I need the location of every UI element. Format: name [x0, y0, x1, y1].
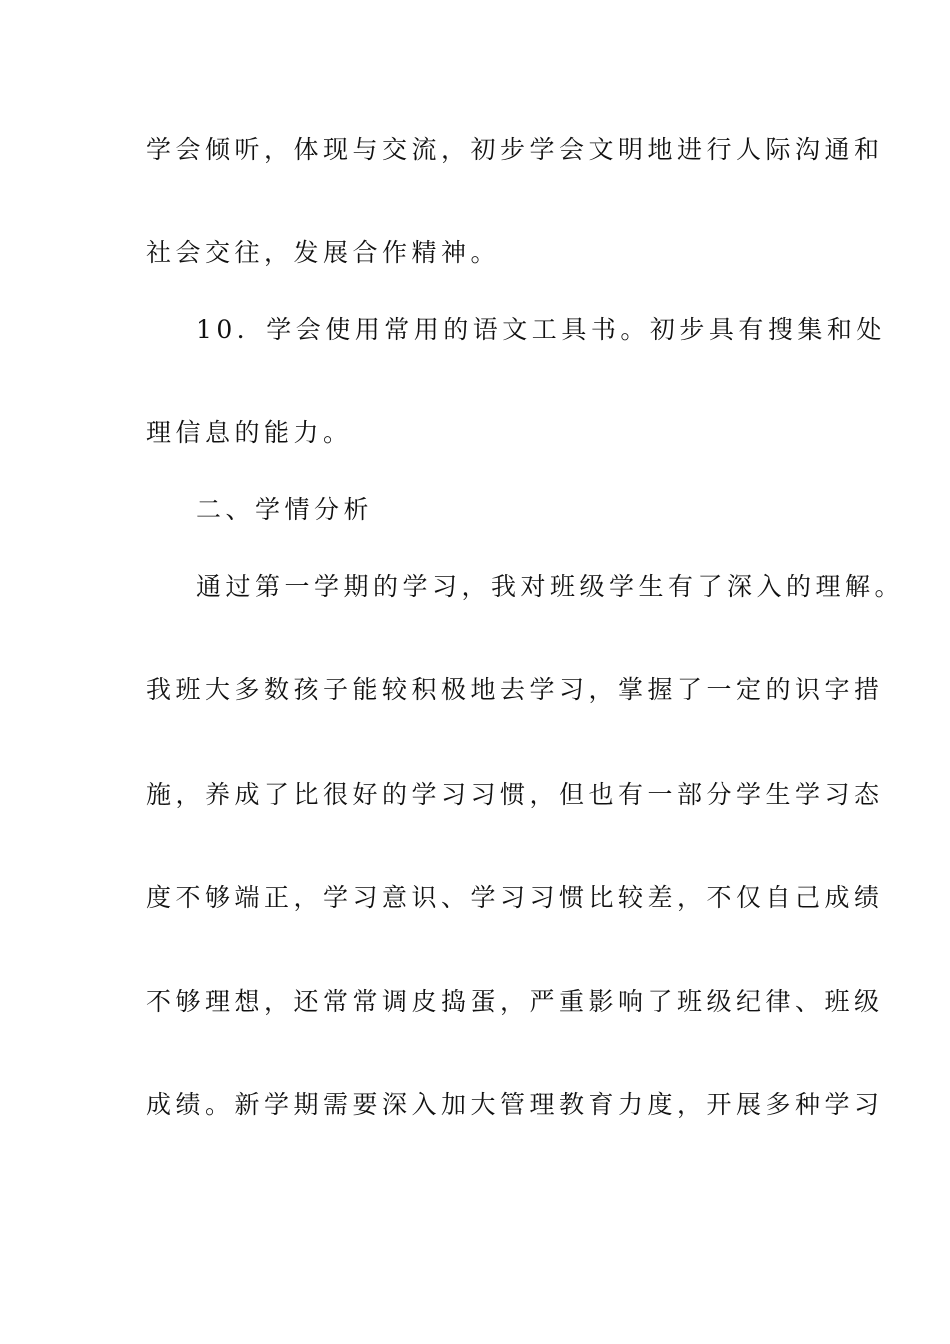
paragraph-line-10: 成绩。新学期需要深入加大管理教育力度，开展多种学习 — [146, 1090, 884, 1119]
paragraph-line-9: 不够理想，还常常调皮捣蛋，严重影响了班级纪律、班级 — [146, 987, 884, 1016]
paragraph-line-7: 施，养成了比很好的学习习惯，但也有一部分学生学习态 — [146, 780, 884, 809]
paragraph-line-5: 通过第一学期的学习，我对班级学生有了深入的理解。 — [196, 572, 905, 601]
paragraph-line-1: 学会倾听，体现与交流，初步学会文明地进行人际沟通和 — [146, 135, 884, 164]
paragraph-line-4: 理信息的能力。 — [146, 418, 353, 447]
section-heading: 二、学情分析 — [196, 495, 374, 524]
paragraph-line-3: 10．学会使用常用的语文工具书。初步具有搜集和处 — [196, 315, 886, 344]
paragraph-line-2: 社会交往，发展合作精神。 — [146, 238, 501, 267]
paragraph-line-8: 度不够端正，学习意识、学习习惯比较差，不仅自己成绩 — [146, 883, 884, 912]
paragraph-line-6: 我班大多数孩子能较积极地去学习，掌握了一定的识字措 — [146, 675, 884, 704]
